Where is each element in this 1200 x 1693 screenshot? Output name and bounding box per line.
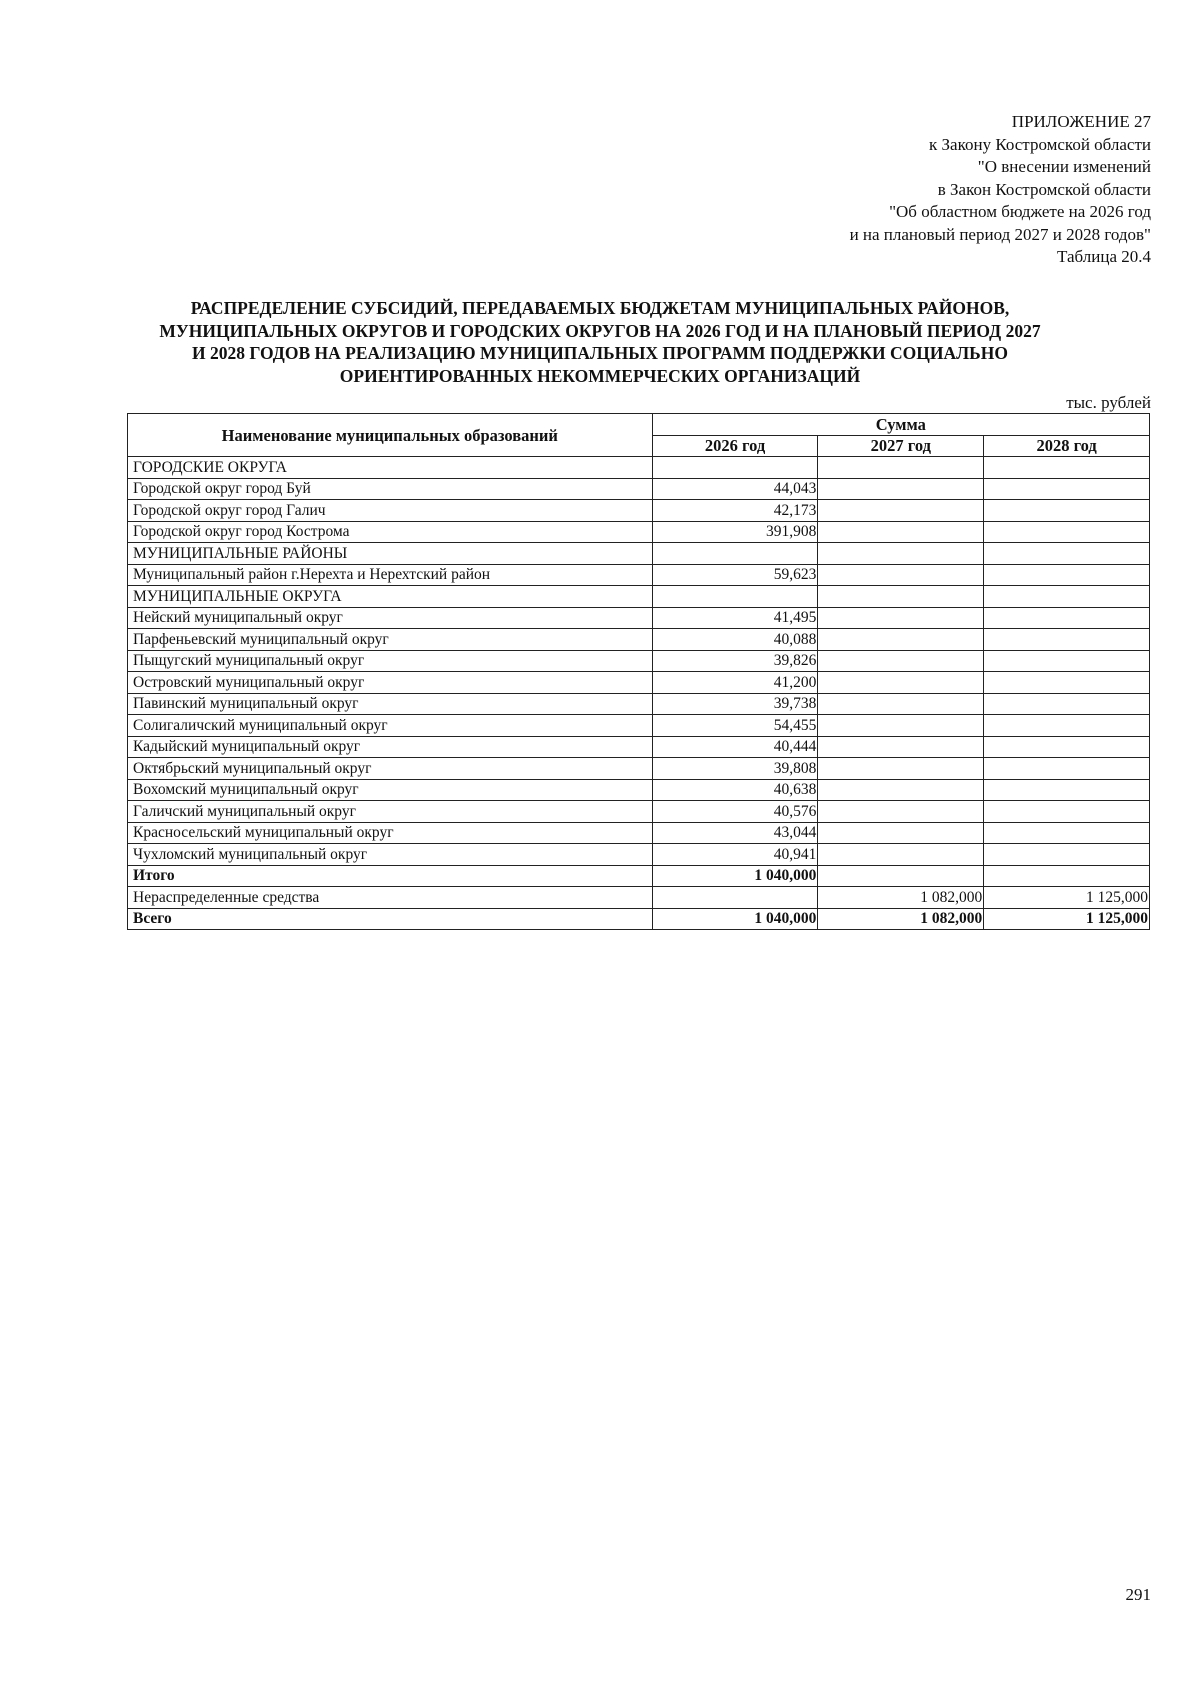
value-2028-cell <box>984 521 1150 543</box>
value-2028-cell <box>984 693 1150 715</box>
value-2028-cell <box>984 822 1150 844</box>
year-column-header: 2027 год <box>818 435 984 457</box>
value-2027-cell <box>818 779 984 801</box>
title-line: РАСПРЕДЕЛЕНИЕ СУБСИДИЙ, ПЕРЕДАВАЕМЫХ БЮДЖЕТАМ МУНИЦИПАЛЬНЫХ РАЙОНОВ, <box>190 298 1010 318</box>
table-row <box>128 822 1150 844</box>
value-2028-cell <box>984 586 1150 608</box>
value-2027-cell <box>818 693 984 715</box>
table-row <box>128 844 1150 866</box>
value-2026-cell: 40,576 <box>652 801 818 823</box>
value-2028-cell <box>984 629 1150 651</box>
row-name-cell: Красносельский муниципальный округ <box>128 822 653 844</box>
value-2026-cell: 39,738 <box>652 693 818 715</box>
value-2026-cell: 391,908 <box>652 521 818 543</box>
value-2027-cell <box>818 758 984 780</box>
appendix-line: "Об областном бюджете на 2026 год <box>889 202 1151 221</box>
value-2027-cell <box>818 607 984 629</box>
table-row <box>128 736 1150 758</box>
value-2028-cell <box>984 865 1150 887</box>
value-2028-cell <box>984 500 1150 522</box>
value-2028-cell <box>984 650 1150 672</box>
table-row <box>128 672 1150 694</box>
value-2026-cell <box>652 586 818 608</box>
value-2026-cell: 39,808 <box>652 758 818 780</box>
value-2027-cell <box>818 500 984 522</box>
value-2028-cell <box>984 672 1150 694</box>
value-2027-cell <box>818 521 984 543</box>
value-2026-cell: 42,173 <box>652 500 818 522</box>
row-name-cell: Павинский муниципальный округ <box>128 693 653 715</box>
row-name-cell: Городской округ город Буй <box>128 478 653 500</box>
value-2028-cell <box>984 758 1150 780</box>
row-name-cell: Итого <box>128 865 653 887</box>
table-row <box>128 500 1150 522</box>
value-2028-cell <box>984 478 1150 500</box>
value-2028-cell <box>984 715 1150 737</box>
value-2028-cell: 1 125,000 <box>984 887 1150 909</box>
appendix-line: "О внесении изменений <box>977 157 1151 176</box>
value-2026-cell: 40,941 <box>652 844 818 866</box>
value-2026-cell: 1 040,000 <box>652 908 818 930</box>
row-name-cell: ГОРОДСКИЕ ОКРУГА <box>128 457 653 479</box>
value-2027-cell <box>818 586 984 608</box>
value-2027-cell <box>818 715 984 737</box>
units-label: тыс. рублей <box>1066 393 1151 412</box>
appendix-line: ПРИЛОЖЕНИЕ 27 <box>1011 112 1151 131</box>
value-2026-cell <box>652 543 818 565</box>
value-2026-cell: 41,200 <box>652 672 818 694</box>
value-2026-cell: 41,495 <box>652 607 818 629</box>
appendix-line: и на плановый период 2027 и 2028 годов" <box>849 224 1151 244</box>
table-row <box>128 607 1150 629</box>
table-row <box>128 801 1150 823</box>
value-2027-cell <box>818 478 984 500</box>
row-name-cell: МУНИЦИПАЛЬНЫЕ ОКРУГА <box>128 586 653 608</box>
row-name-cell: Солигаличский муниципальный округ <box>128 715 653 737</box>
value-2027-cell <box>818 672 984 694</box>
page-number: 291 <box>1125 1585 1151 1604</box>
title-line: И 2028 ГОДОВ НА РЕАЛИЗАЦИЮ МУНИЦИПАЛЬНЫХ ПРОГРАММ ПОДДЕРЖКИ СОЦИАЛЬНО <box>192 343 1008 363</box>
value-2026-cell: 54,455 <box>652 715 818 737</box>
row-name-cell: Галичский муниципальный округ <box>128 801 653 823</box>
table-row <box>128 865 1150 887</box>
row-name-cell: Вохомский муниципальный округ <box>128 779 653 801</box>
value-2026-cell: 40,638 <box>652 779 818 801</box>
value-2027-cell <box>818 736 984 758</box>
table-row <box>128 521 1150 543</box>
document-title <box>120 297 1080 387</box>
appendix-line: в Закон Костромской области <box>937 179 1151 199</box>
year-column-header: 2026 год <box>652 435 818 457</box>
table-row <box>128 586 1150 608</box>
table-row <box>128 650 1150 672</box>
value-2028-cell <box>984 844 1150 866</box>
row-name-cell: Городской округ город Кострома <box>128 521 653 543</box>
value-2026-cell: 59,623 <box>652 564 818 586</box>
row-name-cell: Октябрьский муниципальный округ <box>128 758 653 780</box>
table-row <box>128 478 1150 500</box>
value-2027-cell <box>818 629 984 651</box>
value-2027-cell: 1 082,000 <box>818 908 984 930</box>
value-2027-cell <box>818 457 984 479</box>
value-2027-cell <box>818 650 984 672</box>
row-name-cell: Кадыйский муниципальный округ <box>128 736 653 758</box>
row-name-cell: Парфеньевский муниципальный округ <box>128 629 653 651</box>
table-row <box>128 543 1150 565</box>
value-2028-cell <box>984 607 1150 629</box>
value-2027-cell <box>818 844 984 866</box>
table-row <box>128 693 1150 715</box>
row-name-cell: Всего <box>128 908 653 930</box>
row-name-cell: Чухломский муниципальный округ <box>128 844 653 866</box>
value-2028-cell: 1 125,000 <box>984 908 1150 930</box>
value-2026-cell <box>652 457 818 479</box>
sum-column-header: Сумма <box>652 414 1149 436</box>
value-2026-cell: 40,088 <box>652 629 818 651</box>
subsidy-table <box>127 413 1150 930</box>
value-2027-cell <box>818 822 984 844</box>
value-2026-cell: 44,043 <box>652 478 818 500</box>
value-2027-cell <box>818 564 984 586</box>
table-row <box>128 758 1150 780</box>
appendix-header <box>631 111 1151 269</box>
value-2026-cell <box>652 887 818 909</box>
table-row <box>128 887 1150 909</box>
table-body <box>128 457 1150 930</box>
title-line: ОРИЕНТИРОВАННЫХ НЕКОММЕРЧЕСКИХ ОРГАНИЗАЦИЙ <box>339 365 861 386</box>
row-name-cell: Островский муниципальный округ <box>128 672 653 694</box>
value-2028-cell <box>984 801 1150 823</box>
table-number: Таблица 20.4 <box>1057 247 1151 266</box>
value-2028-cell <box>984 543 1150 565</box>
value-2027-cell: 1 082,000 <box>818 887 984 909</box>
row-name-cell: Пыщугский муниципальный округ <box>128 650 653 672</box>
value-2028-cell <box>984 564 1150 586</box>
value-2026-cell: 39,826 <box>652 650 818 672</box>
table-row <box>128 564 1150 586</box>
title-line: МУНИЦИПАЛЬНЫХ ОКРУГОВ И ГОРОДСКИХ ОКРУГОВ НА 2026 ГОД И НА ПЛАНОВЫЙ ПЕРИОД 2027 <box>159 320 1041 341</box>
year-column-header: 2028 год <box>984 435 1150 457</box>
value-2027-cell <box>818 865 984 887</box>
table-row <box>128 715 1150 737</box>
row-name-cell: МУНИЦИПАЛЬНЫЕ РАЙОНЫ <box>128 543 653 565</box>
row-name-cell: Нераспределенные средства <box>128 887 653 909</box>
value-2028-cell <box>984 779 1150 801</box>
value-2028-cell <box>984 736 1150 758</box>
appendix-line: к Закону Костромской области <box>929 134 1151 154</box>
value-2028-cell <box>984 457 1150 479</box>
table-row <box>128 457 1150 479</box>
value-2026-cell: 43,044 <box>652 822 818 844</box>
name-column-header: Наименование муниципальных образований <box>128 414 653 457</box>
table-row <box>128 779 1150 801</box>
row-name-cell: Муниципальный район г.Нерехта и Нерехтский район <box>128 564 653 586</box>
table-row <box>128 908 1150 930</box>
value-2027-cell <box>818 543 984 565</box>
row-name-cell: Нейский муниципальный округ <box>128 607 653 629</box>
row-name-cell: Городской округ город Галич <box>128 500 653 522</box>
value-2026-cell: 1 040,000 <box>652 865 818 887</box>
value-2026-cell: 40,444 <box>652 736 818 758</box>
table-row <box>128 629 1150 651</box>
value-2027-cell <box>818 801 984 823</box>
